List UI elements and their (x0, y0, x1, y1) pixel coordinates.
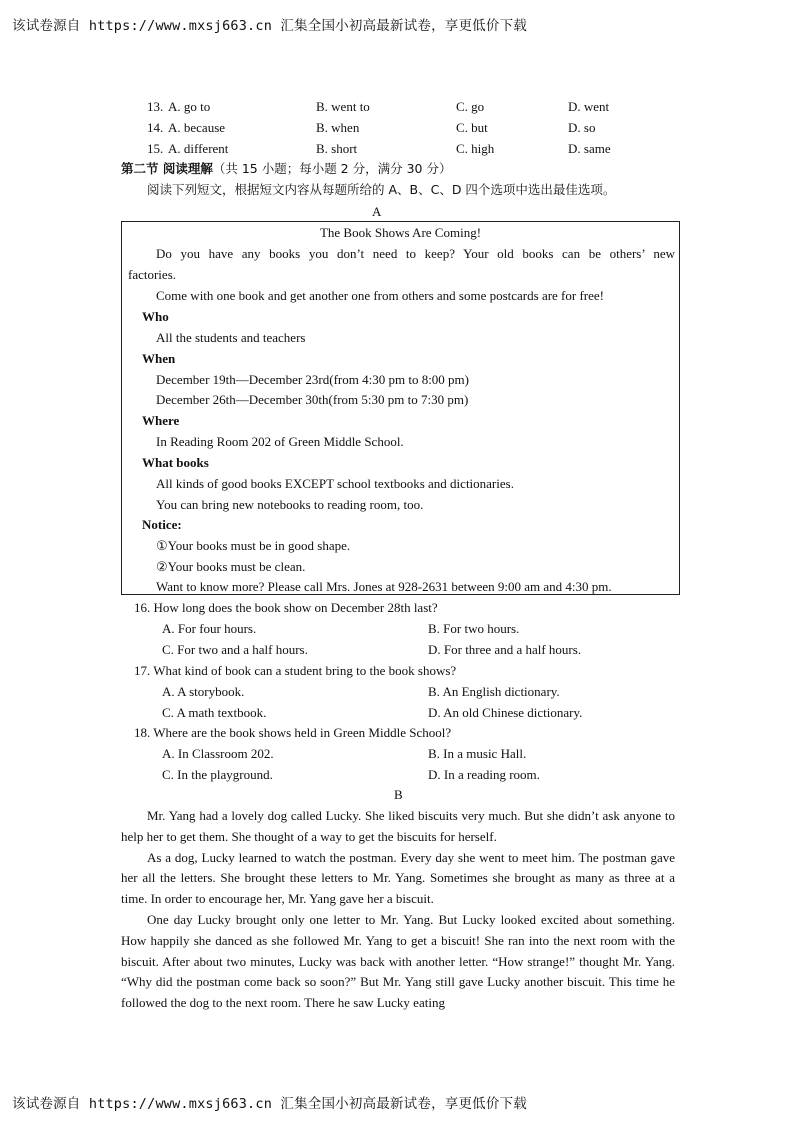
passage-b-paragraph-2: As a dog, Lucky learned to watch the postman. Every day she went to meet him. The postman gave her all the letters. She brought these letters to Mr. Yang. Sometimes she brought as many as three at a time. In order to encourage her, Mr. Yang gave her a biscuit. (121, 849, 675, 907)
question-16-option-d: D. For three and a half hours. (428, 642, 582, 657)
question-17-option-d: D. An old Chinese dictionary. (428, 705, 583, 720)
notice-line-1: ①Your books must be in good shape. (156, 538, 351, 553)
section-instruction: 阅读下列短文，根据短文内容从每题所给的 A、B、C、D 四个选项中选出最佳选项。 (147, 182, 616, 197)
question-18-option-b: B. In a music Hall. (428, 746, 527, 761)
option-a: A. different (168, 141, 229, 156)
option-d: D. so (568, 120, 596, 135)
question-18-option-a: A. In Classroom 202. (162, 746, 274, 761)
option-c: C. but (456, 120, 488, 135)
passage-b-paragraph-3: One day Lucky brought only one letter to Mr. Yang. But Lucky looked excited about something. How happily she danced as she followed Mr. Yang to get a biscuit! She ran into the next room with the biscuit. After about two minutes, Lucky was back with another letter. “How strange!” thought Mr. Yang. “Why did the postman come back so soon?” But Mr. Yang still gave Lucky another biscuit. This time he followed the dog to the next room. There he saw Lucky eating (121, 911, 675, 1011)
source-banner-bottom: 该试卷源自 https://www.mxsj663.cn 汇集全国小初高最新试卷，享更低价下载 (12, 1096, 527, 1112)
question-number: 15. (147, 141, 164, 156)
option-d: D. went (568, 99, 610, 114)
question-17-option-a: A. A storybook. (162, 684, 245, 699)
question-17-option-c: C. A math textbook. (162, 705, 267, 720)
option-b: B. went to (316, 99, 370, 114)
question-17-stem: 17. What kind of book can a student bring to the book shows? (134, 663, 457, 678)
when-line-1: December 19th—December 23rd(from 4:30 pm to 8:00 pm) (156, 372, 469, 387)
source-banner-top: 该试卷源自 https://www.mxsj663.cn 汇集全国小初高最新试卷，享更低价下载 (12, 18, 527, 34)
passage-a-label: A (372, 204, 382, 219)
who-text: All the students and teachers (156, 330, 306, 345)
option-d: D. same (568, 141, 611, 156)
section-title: 第二节 阅读理解 (121, 161, 213, 176)
question-17-option-b: B. An English dictionary. (428, 684, 560, 699)
option-a: A. because (168, 120, 226, 135)
where-text: In Reading Room 202 of Green Middle School. (156, 434, 404, 449)
question-16-stem: 16. How long does the book show on December 28th last? (134, 600, 438, 615)
option-b: B. when (316, 120, 360, 135)
question-number: 14. (147, 120, 164, 135)
section-heading (121, 160, 451, 178)
passage-a-title: The Book Shows Are Coming! (319, 225, 482, 240)
where-label: Where (142, 413, 180, 428)
passage-a-intro-cont: factories. (128, 267, 177, 282)
when-line-2: December 26th—December 30th(from 5:30 pm to 7:30 pm) (156, 392, 469, 407)
what-books-line-2: You can bring new notebooks to reading room, too. (156, 497, 424, 512)
passage-a-offer: Come with one book and get another one from others and some postcards are for free! (156, 288, 604, 303)
question-18-stem: 18. Where are the book shows held in Green Middle School? (134, 725, 452, 740)
who-label: Who (142, 309, 169, 324)
option-a: A. go to (168, 99, 211, 114)
passage-a-box (121, 221, 680, 595)
option-b: B. short (316, 141, 358, 156)
when-label: When (142, 351, 176, 366)
passage-b-paragraph-1: Mr. Yang had a lovely dog called Lucky. She liked biscuits very much. But she didn’t ask anyone to help her to get them. She thought of a way to get the biscuits for herself. (121, 808, 675, 844)
notice-line-3: Want to know more? Please call Mrs. Jones at 928-2631 between 9:00 am and 4:30 pm. (156, 579, 612, 594)
option-c: C. high (456, 141, 495, 156)
question-number: 13. (147, 99, 164, 114)
question-16-option-a: A. For four hours. (162, 621, 257, 636)
question-18-option-d: D. In a reading room. (428, 767, 540, 782)
question-16-option-c: C. For two and a half hours. (162, 642, 308, 657)
question-18-option-c: C. In the playground. (162, 767, 273, 782)
what-books-label: What books (142, 455, 209, 470)
passage-b-label: B (394, 787, 403, 802)
notice-label: Notice: (142, 517, 182, 532)
passage-a-intro: Do you have any books you don’t need to keep? Your old books can be others’ new (156, 246, 675, 261)
option-c: C. go (456, 99, 485, 114)
question-16-option-b: B. For two hours. (428, 621, 520, 636)
what-books-line-1: All kinds of good books EXCEPT school textbooks and dictionaries. (156, 476, 514, 491)
passage-b-text (121, 806, 675, 1014)
section-scoring-note: （共 15 小题；每小题 2 分，满分 30 分） (212, 161, 452, 176)
notice-line-2: ②Your books must be clean. (156, 559, 306, 574)
